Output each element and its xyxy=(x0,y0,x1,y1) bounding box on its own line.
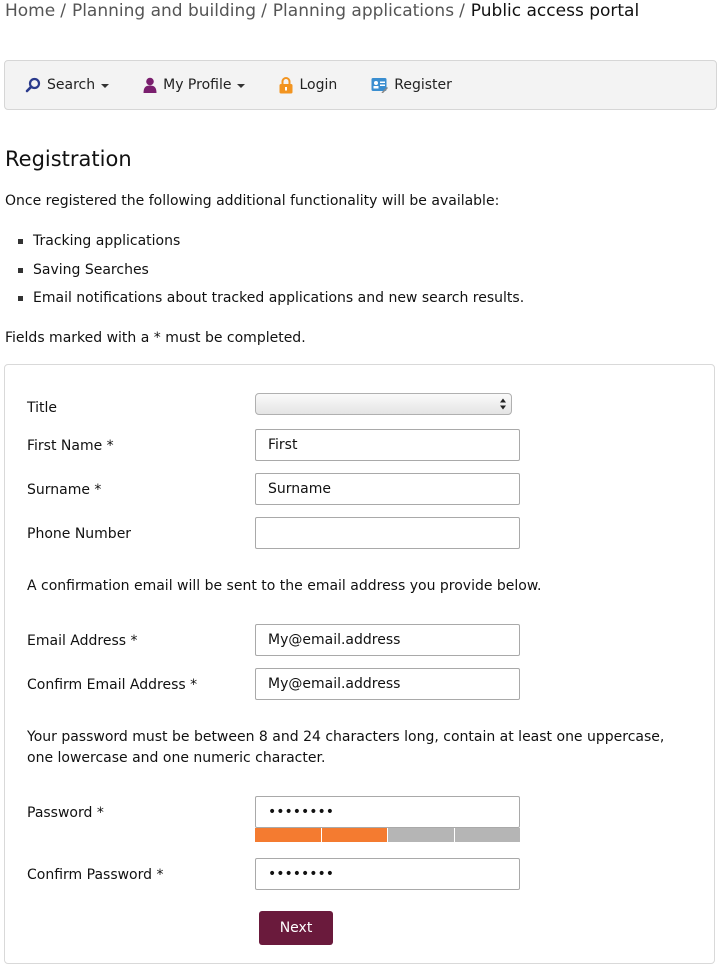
first-name-input[interactable]: First xyxy=(255,429,520,461)
select-arrows-icon xyxy=(499,397,507,411)
surname-input[interactable]: Surname xyxy=(255,473,520,505)
bullet-icon xyxy=(18,296,23,301)
breadcrumb-planning-building[interactable]: Planning and building xyxy=(71,1,257,21)
feature-text: Saving Searches xyxy=(33,261,149,278)
breadcrumb-current: Public access portal xyxy=(470,1,640,21)
strength-segment xyxy=(455,828,521,842)
confirm-password-input[interactable]: •••••••• xyxy=(255,858,520,890)
breadcrumb-home[interactable]: Home xyxy=(5,1,56,21)
breadcrumb-separator: / xyxy=(261,1,267,21)
strength-segment xyxy=(255,828,321,842)
intro-text: Once registered the following additional functionality will be available: xyxy=(5,193,500,209)
next-button[interactable]: Next xyxy=(259,911,333,945)
chevron-down-icon xyxy=(101,84,109,88)
nav-search-label: Search xyxy=(47,77,96,93)
email-label: Email Address * xyxy=(27,633,138,649)
phone-label: Phone Number xyxy=(27,526,132,542)
breadcrumb-planning-applications[interactable]: Planning applications xyxy=(272,1,455,21)
user-icon xyxy=(143,77,157,93)
chevron-down-icon xyxy=(237,84,245,88)
nav-bar xyxy=(4,60,717,110)
id-card-icon xyxy=(371,77,388,93)
breadcrumb xyxy=(5,0,639,24)
password-strength-meter xyxy=(255,828,520,842)
feature-list xyxy=(18,231,524,317)
lock-icon xyxy=(279,77,293,94)
confirm-email-label: Confirm Email Address * xyxy=(27,677,198,693)
title-label: Title xyxy=(27,400,58,416)
phone-input[interactable] xyxy=(255,517,520,549)
nav-login-label: Login xyxy=(299,77,338,93)
nav-register-link[interactable] xyxy=(371,77,452,93)
list-item xyxy=(18,231,524,260)
feature-text: Tracking applications xyxy=(33,233,181,249)
required-fields-note: Fields marked with a * must be completed. xyxy=(5,330,306,346)
search-icon xyxy=(25,77,41,93)
strength-segment xyxy=(388,828,454,842)
surname-label: Surname * xyxy=(27,482,102,498)
confirm-email-input[interactable]: My@email.address xyxy=(255,668,520,700)
strength-segment xyxy=(322,828,388,842)
breadcrumb-separator: / xyxy=(60,1,66,21)
feature-text: Email notifications about tracked applications and new search results. xyxy=(33,290,525,306)
nav-profile-label: My Profile xyxy=(163,77,232,93)
registration-form xyxy=(4,364,715,964)
email-input[interactable]: My@email.address xyxy=(255,624,520,656)
password-info-text: Your password must be between 8 and 24 characters long, contain at least one uppercase, one lowercase and one numeric character. xyxy=(27,729,665,766)
list-item xyxy=(18,288,524,317)
title-select[interactable] xyxy=(255,393,512,415)
nav-search-menu[interactable] xyxy=(25,77,109,93)
first-name-label: First Name * xyxy=(27,438,114,454)
password-input[interactable]: •••••••• xyxy=(255,796,520,828)
nav-register-label: Register xyxy=(394,77,452,93)
nav-login-link[interactable] xyxy=(279,77,337,94)
breadcrumb-separator: / xyxy=(459,1,465,21)
email-info-text: A confirmation email will be sent to the email address you provide below. xyxy=(27,578,542,594)
password-label: Password * xyxy=(27,805,104,821)
bullet-icon xyxy=(18,239,23,244)
list-item xyxy=(18,260,524,289)
nav-profile-menu[interactable] xyxy=(143,77,245,93)
confirm-password-label: Confirm Password * xyxy=(27,867,164,883)
page-title: Registration xyxy=(5,147,132,171)
bullet-icon xyxy=(18,268,23,273)
